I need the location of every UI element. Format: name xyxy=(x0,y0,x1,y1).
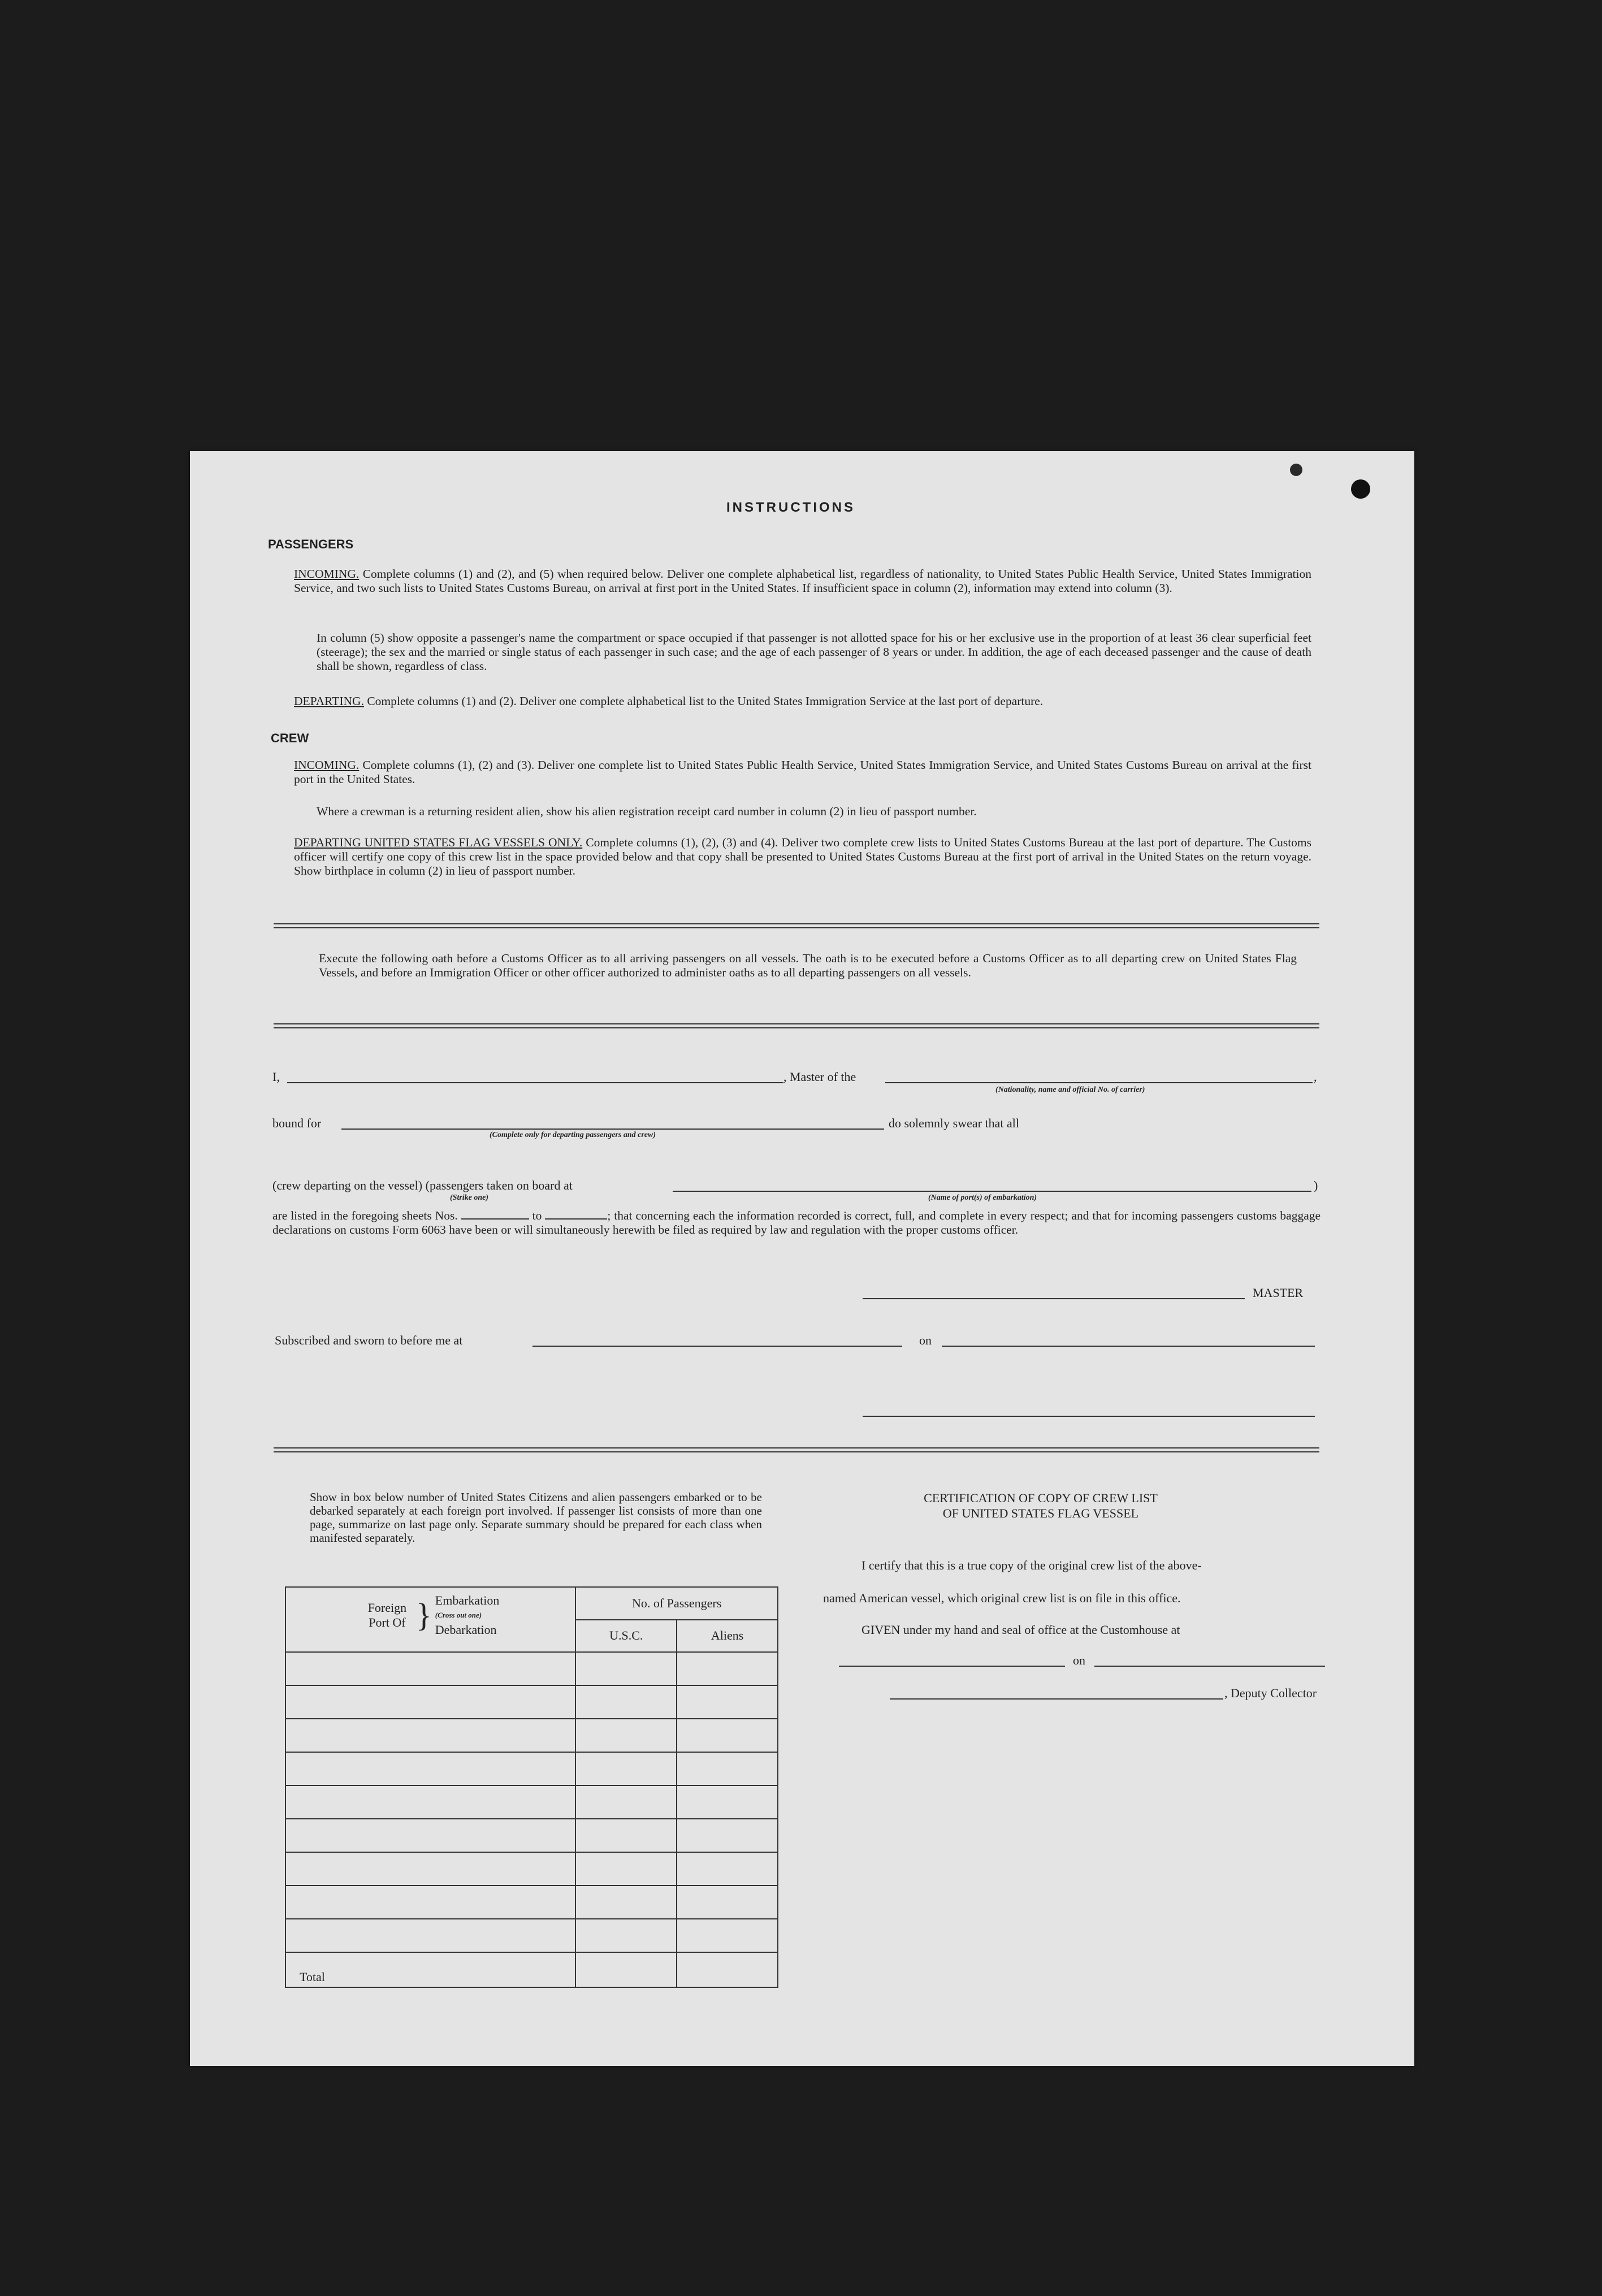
crew-resident-alien-paragraph: Where a crewman is a returning resident alien, show his alien registration receipt card number in column (2) in lieu of passport number. xyxy=(317,805,977,818)
bound-for-field[interactable] xyxy=(341,1128,884,1130)
to-label: to xyxy=(532,1209,542,1222)
table-row xyxy=(285,1652,778,1685)
carrier-field-note: (Nationality, name and official No. of carrier) xyxy=(995,1086,1145,1094)
usc-cell[interactable] xyxy=(575,1919,677,1952)
crew-departing-paragraph xyxy=(294,836,1311,878)
summary-header-row-1 xyxy=(285,1587,778,1620)
section-divider-3 xyxy=(274,1447,1319,1452)
port-cell[interactable] xyxy=(285,1752,575,1785)
total-label: Total xyxy=(300,1970,325,1984)
aliens-header: Aliens xyxy=(677,1620,778,1653)
aliens-cell[interactable] xyxy=(677,1852,778,1886)
cross-out-note: (Cross out one) xyxy=(435,1611,482,1619)
no-passengers-header: No. of Passengers xyxy=(575,1587,778,1620)
crew-departing-label: DEPARTING UNITED STATES FLAG VESSELS ONLY. xyxy=(294,836,583,849)
usc-cell[interactable] xyxy=(575,1852,677,1886)
ports-note: (Name of port(s) of embarkation) xyxy=(928,1194,1037,1202)
passengers-departing-label: DEPARTING. xyxy=(294,694,364,708)
total-row xyxy=(285,1952,778,1987)
certification-title-line2: OF UNITED STATES FLAG VESSEL xyxy=(942,1506,1139,1520)
aliens-cell[interactable] xyxy=(677,1819,778,1852)
port-cell[interactable] xyxy=(285,1919,575,1952)
certification-date-field[interactable] xyxy=(1094,1666,1325,1667)
given-line: GIVEN under my hand and seal of office at the Customhouse at xyxy=(861,1623,1180,1637)
passengers-incoming-label: INCOMING. xyxy=(294,567,360,581)
port-cell[interactable] xyxy=(285,1852,575,1886)
port-cell[interactable] xyxy=(285,1819,575,1852)
table-row xyxy=(285,1785,778,1819)
certification-title xyxy=(857,1490,1224,1521)
closing-paren: ) xyxy=(1314,1178,1318,1192)
port-cell[interactable] xyxy=(285,1886,575,1919)
total-usc-cell[interactable] xyxy=(575,1952,677,1987)
summary-instructions: Show in box below number of United States Citizens and alien passengers embarked or to be debarked separately at each foreign port involved. If passenger list consists of more than one page, summarize on last page only. Separate summary should be prepared for each class when manifested separately. xyxy=(310,1490,762,1545)
aliens-cell[interactable] xyxy=(677,1652,778,1685)
subscribed-on-label: on xyxy=(919,1333,932,1347)
master-label: MASTER xyxy=(1253,1286,1304,1300)
embarkation-header: Embarkation xyxy=(435,1593,500,1607)
passengers-column5-paragraph: In column (5) show opposite a passenger's name the compartment or space occupied if that passenger is not allotted space for his or her exclusive use in the proportion of at least 36 clear superficial feet (steerage); the sex and the married or single status of each passenger in such case; and the age of each passenger of 8 years or under. In addition, the age of each deceased passenger and the cause of death shall be shown, regardless of class. xyxy=(317,631,1311,673)
passengers-departing-paragraph xyxy=(294,694,1311,708)
port-cell[interactable] xyxy=(285,1652,575,1685)
passengers-incoming-paragraph xyxy=(294,567,1311,595)
crew-incoming-paragraph xyxy=(294,758,1311,786)
usc-header: U.S.C. xyxy=(575,1620,677,1653)
usc-cell[interactable] xyxy=(575,1785,677,1819)
port-cell[interactable] xyxy=(285,1719,575,1752)
brace-glyph: } xyxy=(415,1597,432,1633)
passengers-heading: PASSENGERS xyxy=(268,537,354,551)
table-row xyxy=(285,1852,778,1886)
aliens-cell[interactable] xyxy=(677,1886,778,1919)
passengers-departing-text: Complete columns (1) and (2). Deliver one complete alphabetical list to the United States Immigration Service at the last port of departure. xyxy=(367,694,1044,708)
aliens-cell[interactable] xyxy=(677,1719,778,1752)
oath-statement-paragraph xyxy=(272,1209,1320,1237)
aliens-cell[interactable] xyxy=(677,1785,778,1819)
subscribed-place-field[interactable] xyxy=(532,1346,902,1347)
sheet-from-field[interactable] xyxy=(461,1218,529,1220)
oath-statement-text: ; that concerning each the information recorded is correct, full, and complete in every respect; and that for incoming passengers customs baggage declarations on customs Form 6063 have been or will simultaneously herewith be filed as required by law and regulation with the proper customs officer. xyxy=(272,1209,1321,1236)
master-of-label: , Master of the xyxy=(783,1070,856,1084)
certification-title-line1: CERTIFICATION OF COPY OF CREW LIST xyxy=(924,1491,1158,1505)
port-cell[interactable] xyxy=(285,1785,575,1819)
deputy-collector-label: , Deputy Collector xyxy=(1224,1686,1317,1700)
officer-signature-field[interactable] xyxy=(863,1416,1315,1417)
table-row xyxy=(285,1719,778,1752)
oath-instructions-paragraph: Execute the following oath before a Customs Officer as to all arriving passengers on all vessels. The oath is to be executed before a Customs Officer as to all departing crew on United States Flag Vessels, and before an Immigration Officer or other officer authorized to administer oaths as to all departing passengers on all vessels. xyxy=(319,952,1297,979)
foreign-port-header: Foreign Port Of xyxy=(367,1601,407,1629)
certify-line-2: named American vessel, which original crew list is on file in this office. xyxy=(823,1591,1181,1605)
swear-label: do solemnly swear that all xyxy=(889,1116,1019,1130)
deputy-collector-signature-field[interactable] xyxy=(890,1698,1223,1700)
port-embarkation-field[interactable] xyxy=(673,1191,1311,1192)
crew-heading: CREW xyxy=(271,731,309,745)
table-row xyxy=(285,1919,778,1952)
instructions-title: INSTRUCTIONS xyxy=(726,500,855,515)
usc-cell[interactable] xyxy=(575,1719,677,1752)
aliens-cell[interactable] xyxy=(677,1919,778,1952)
usc-cell[interactable] xyxy=(575,1652,677,1685)
aliens-cell[interactable] xyxy=(677,1752,778,1785)
oath-i-label: I, xyxy=(272,1070,280,1084)
passenger-summary-table xyxy=(285,1586,778,1988)
bound-for-label: bound for xyxy=(272,1116,322,1130)
certification-on-label: on xyxy=(1073,1653,1085,1667)
strike-one-note: (Strike one) xyxy=(450,1194,489,1202)
customhouse-field[interactable] xyxy=(839,1666,1065,1667)
listed-in-label: are listed in the foregoing sheets Nos. xyxy=(272,1209,458,1222)
carrier-field[interactable] xyxy=(885,1082,1313,1083)
usc-cell[interactable] xyxy=(575,1819,677,1852)
master-signature-field[interactable] xyxy=(863,1298,1245,1299)
aliens-cell[interactable] xyxy=(677,1685,778,1719)
table-row xyxy=(285,1886,778,1919)
sheet-to-field[interactable] xyxy=(545,1218,607,1220)
document-page xyxy=(190,451,1414,2066)
port-cell[interactable] xyxy=(285,1685,575,1719)
table-row xyxy=(285,1819,778,1852)
carrier-comma: , xyxy=(1314,1070,1317,1084)
ink-blot-mark xyxy=(1351,479,1370,499)
usc-cell[interactable] xyxy=(575,1886,677,1919)
bound-for-note: (Complete only for departing passengers and crew) xyxy=(490,1131,656,1139)
section-divider-2 xyxy=(274,1023,1319,1028)
subscribed-date-field[interactable] xyxy=(942,1346,1315,1347)
crew-incoming-text: Complete columns (1), (2) and (3). Deliver one complete list to United States Public Health Service, United States Immigration Service, and United States Customs Bureau on arrival at the first port in the United States. xyxy=(294,758,1312,786)
certify-line-1: I certify that this is a true copy of the original crew list of the above- xyxy=(861,1558,1202,1572)
usc-cell[interactable] xyxy=(575,1752,677,1785)
debarkation-header: Debarkation xyxy=(435,1623,497,1637)
usc-cell[interactable] xyxy=(575,1685,677,1719)
section-divider-1 xyxy=(274,923,1319,928)
crew-passengers-label: (crew departing on the vessel) (passengers taken on board at xyxy=(272,1178,573,1192)
passengers-incoming-text: Complete columns (1) and (2), and (5) when required below. Deliver one complete alphabetical list, regardless of nationality, to United States Public Health Service, United States Immigration Service, and two such lists to United States Customs Bureau, on arrival at first port in the United States. If insufficient space in column (2), information may extend into column (3). xyxy=(294,567,1312,595)
total-aliens-cell[interactable] xyxy=(677,1952,778,1987)
crew-departing-text: Complete columns (1), (2), (3) and (4). Deliver two complete crew lists to United States Customs Bureau at the last port of departure. The Customs officer will certify one copy of this crew list in the space provided below and that copy shall be presented to United States Customs Bureau at the first port of arrival in the United States on the return voyage. Show birthplace in column (2) in lieu of passport number. xyxy=(294,836,1312,877)
crew-incoming-label: INCOMING. xyxy=(294,758,360,772)
port-header-cell xyxy=(285,1587,575,1652)
total-label-cell xyxy=(285,1952,575,1987)
subscribed-label: Subscribed and sworn to before me at xyxy=(275,1333,463,1347)
master-name-field[interactable] xyxy=(287,1082,783,1083)
table-row xyxy=(285,1752,778,1785)
ink-smudge-mark xyxy=(1290,464,1302,476)
table-row xyxy=(285,1685,778,1719)
